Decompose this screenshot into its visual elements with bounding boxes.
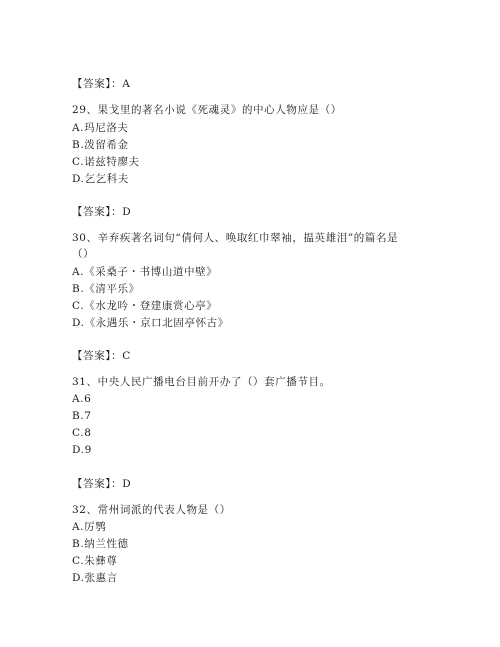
option-d: D.乞乞科夫 <box>72 173 129 185</box>
option-b: B.泼留希金 <box>72 139 129 151</box>
option-c: C.《水龙吟・登建康赏心亭》 <box>72 300 218 312</box>
option-b: B.7 <box>72 410 92 422</box>
question-text: 32、常州词派的代表人物是（） <box>72 504 231 516</box>
question-text-continued: （） <box>72 248 95 260</box>
option-d: D.张惠言 <box>72 572 118 584</box>
option-d: D.9 <box>72 444 92 456</box>
option-c: C.诺兹特廖夫 <box>72 156 140 168</box>
answer-label: 【答案】：C <box>72 350 131 362</box>
question-text: 30、辛弃疾著名词句“倩何人、唤取红巾翠袖，揾英雄泪”的篇名是 <box>72 232 399 244</box>
option-c: C.朱彝尊 <box>72 555 118 567</box>
answer-label: 【答案】：D <box>72 206 132 218</box>
option-a: A.6 <box>72 393 92 405</box>
option-b: B.《清平乐》 <box>72 283 140 295</box>
option-a: A.《采桑子・书博山道中壁》 <box>72 266 218 278</box>
question-text: 29、果戈里的著名小说《死魂灵》的中心人物应是（） <box>72 104 342 116</box>
option-a: A.玛尼洛夫 <box>72 122 129 134</box>
option-a: A.厉鹗 <box>72 521 107 533</box>
option-c: C.8 <box>72 427 92 439</box>
question-text: 31、中央人民广播电台目前开办了（）套广播节目。 <box>72 376 331 388</box>
option-b: B.纳兰性德 <box>72 538 129 550</box>
option-d: D.《永遇乐・京口北固亭怀古》 <box>72 317 229 329</box>
answer-label: 【答案】：D <box>72 478 132 490</box>
answer-label: 【答案】：A <box>72 78 131 90</box>
